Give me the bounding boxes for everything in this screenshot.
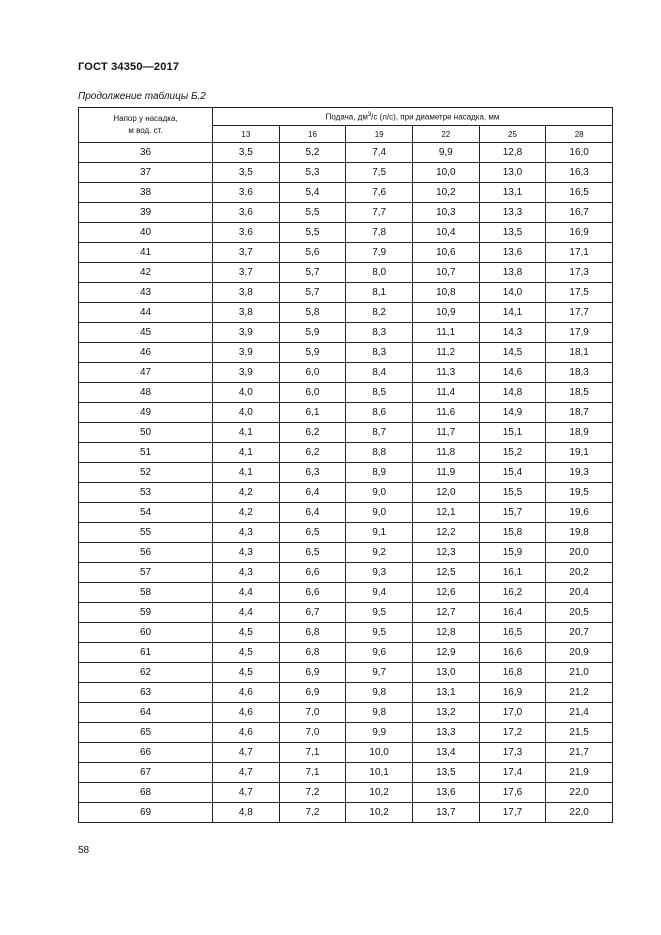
supply-cell: 20,7	[546, 623, 613, 643]
pressure-cell: 55	[79, 523, 213, 543]
supply-cell: 17,2	[479, 723, 546, 743]
supply-cell: 21,2	[546, 683, 613, 703]
table-row	[79, 603, 613, 623]
table-row	[79, 363, 613, 383]
supply-cell: 8,9	[346, 463, 413, 483]
supply-cell: 19,1	[546, 443, 613, 463]
pressure-cell: 58	[79, 583, 213, 603]
supply-cell: 16,5	[479, 623, 546, 643]
supply-cell: 7,8	[346, 223, 413, 243]
supply-cell: 13,0	[479, 163, 546, 183]
supply-cell: 11,3	[412, 363, 479, 383]
supply-cell: 12,5	[412, 563, 479, 583]
supply-cell: 4,3	[213, 523, 280, 543]
supply-cell: 4,7	[213, 763, 280, 783]
head-supply-cell	[213, 108, 613, 126]
table-row	[79, 743, 613, 763]
supply-cell: 3,7	[213, 263, 280, 283]
supply-cell: 4,6	[213, 683, 280, 703]
pressure-cell: 43	[79, 283, 213, 303]
supply-cell: 6,3	[279, 463, 346, 483]
supply-cell: 4,1	[213, 463, 280, 483]
pressure-cell: 52	[79, 463, 213, 483]
supply-cell: 19,8	[546, 523, 613, 543]
supply-cell: 9,3	[346, 563, 413, 583]
supply-cell: 21,0	[546, 663, 613, 683]
supply-cell: 4,3	[213, 543, 280, 563]
supply-cell: 5,4	[279, 183, 346, 203]
supply-cell: 12,8	[412, 623, 479, 643]
supply-cell: 16,8	[479, 663, 546, 683]
supply-cell: 8,4	[346, 363, 413, 383]
supply-cell: 10,3	[412, 203, 479, 223]
supply-cell: 12,1	[412, 503, 479, 523]
supply-cell: 17,0	[479, 703, 546, 723]
pressure-cell: 67	[79, 763, 213, 783]
supply-cell: 5,7	[279, 263, 346, 283]
supply-cell: 14,5	[479, 343, 546, 363]
supply-cell: 16,7	[546, 203, 613, 223]
pressure-cell: 39	[79, 203, 213, 223]
supply-cell: 14,1	[479, 303, 546, 323]
table-row	[79, 223, 613, 243]
pressure-cell: 42	[79, 263, 213, 283]
supply-cell: 6,4	[279, 503, 346, 523]
supply-cell: 3,6	[213, 223, 280, 243]
supply-cell: 4,4	[213, 583, 280, 603]
supply-cell: 6,4	[279, 483, 346, 503]
table-row	[79, 443, 613, 463]
supply-cell: 13,6	[412, 783, 479, 803]
supply-cell: 18,5	[546, 383, 613, 403]
head-supply-suffix: /с (л/с), при диаметре насадка, мм	[371, 112, 500, 122]
pressure-cell: 48	[79, 383, 213, 403]
supply-cell: 15,5	[479, 483, 546, 503]
supply-cell: 8,1	[346, 283, 413, 303]
supply-cell: 4,7	[213, 783, 280, 803]
supply-cell: 8,5	[346, 383, 413, 403]
supply-cell: 19,5	[546, 483, 613, 503]
supply-cell: 9,7	[346, 663, 413, 683]
supply-cell: 14,0	[479, 283, 546, 303]
supply-cell: 22,0	[546, 783, 613, 803]
table-row	[79, 803, 613, 823]
supply-cell: 4,2	[213, 503, 280, 523]
supply-cell: 20,4	[546, 583, 613, 603]
supply-cell: 10,2	[412, 183, 479, 203]
supply-cell: 6,6	[279, 563, 346, 583]
supply-cell: 9,4	[346, 583, 413, 603]
supply-cell: 4,1	[213, 423, 280, 443]
table-body	[79, 143, 613, 823]
supply-cell: 14,3	[479, 323, 546, 343]
diameter-header: 28	[546, 126, 613, 143]
supply-cell: 16,5	[546, 183, 613, 203]
supply-cell: 7,5	[346, 163, 413, 183]
supply-cell: 9,9	[346, 723, 413, 743]
supply-cell: 11,9	[412, 463, 479, 483]
pressure-cell: 59	[79, 603, 213, 623]
head-pressure-cell	[79, 108, 213, 143]
table-row	[79, 323, 613, 343]
table-row	[79, 683, 613, 703]
table-row	[79, 203, 613, 223]
supply-cell: 16,4	[479, 603, 546, 623]
table-row	[79, 623, 613, 643]
table-caption: Продолжение таблицы Б.2	[78, 91, 206, 102]
supply-cell: 10,9	[412, 303, 479, 323]
pressure-cell: 50	[79, 423, 213, 443]
supply-cell: 9,5	[346, 623, 413, 643]
table-row	[79, 783, 613, 803]
table-row	[79, 143, 613, 163]
supply-cell: 7,1	[279, 743, 346, 763]
supply-cell: 5,6	[279, 243, 346, 263]
pressure-cell: 69	[79, 803, 213, 823]
supply-cell: 15,1	[479, 423, 546, 443]
supply-cell: 14,9	[479, 403, 546, 423]
document-code: ГОСТ 34350—2017	[78, 61, 180, 73]
diameter-header: 19	[346, 126, 413, 143]
supply-cell: 4,3	[213, 563, 280, 583]
table-header	[79, 108, 613, 143]
supply-cell: 17,9	[546, 323, 613, 343]
supply-cell: 9,8	[346, 703, 413, 723]
supply-cell: 13,8	[479, 263, 546, 283]
table-row	[79, 343, 613, 363]
supply-cell: 10,0	[346, 743, 413, 763]
supply-cell: 16,1	[479, 563, 546, 583]
supply-cell: 6,5	[279, 523, 346, 543]
supply-cell: 5,9	[279, 343, 346, 363]
supply-cell: 7,7	[346, 203, 413, 223]
supply-cell: 12,6	[412, 583, 479, 603]
pressure-cell: 60	[79, 623, 213, 643]
supply-cell: 10,1	[346, 763, 413, 783]
supply-cell: 16,9	[479, 683, 546, 703]
supply-cell: 3,9	[213, 363, 280, 383]
table-row	[79, 403, 613, 423]
supply-cell: 9,1	[346, 523, 413, 543]
table-row	[79, 583, 613, 603]
supply-cell: 4,4	[213, 603, 280, 623]
supply-cell: 11,6	[412, 403, 479, 423]
supply-cell: 8,3	[346, 343, 413, 363]
supply-cell: 3,9	[213, 323, 280, 343]
supply-cell: 17,1	[546, 243, 613, 263]
supply-cell: 7,2	[279, 783, 346, 803]
pressure-cell: 44	[79, 303, 213, 323]
supply-cell: 8,6	[346, 403, 413, 423]
supply-cell: 7,0	[279, 723, 346, 743]
supply-cell: 15,9	[479, 543, 546, 563]
supply-cell: 15,7	[479, 503, 546, 523]
supply-cell: 10,8	[412, 283, 479, 303]
table-row	[79, 703, 613, 723]
table-row	[79, 523, 613, 543]
table-row	[79, 243, 613, 263]
supply-cell: 17,7	[546, 303, 613, 323]
pressure-cell: 37	[79, 163, 213, 183]
supply-cell: 5,3	[279, 163, 346, 183]
page-number: 58	[78, 845, 90, 856]
supply-cell: 19,3	[546, 463, 613, 483]
supply-cell: 19,6	[546, 503, 613, 523]
supply-cell: 11,1	[412, 323, 479, 343]
supply-cell: 5,5	[279, 223, 346, 243]
supply-cell: 12,7	[412, 603, 479, 623]
table-row	[79, 723, 613, 743]
supply-cell: 4,7	[213, 743, 280, 763]
head-pressure-line1: Напор у насадка,	[113, 114, 178, 123]
supply-cell: 13,4	[412, 743, 479, 763]
table-row	[79, 643, 613, 663]
supply-cell: 13,1	[479, 183, 546, 203]
diameter-header: 13	[213, 126, 280, 143]
supply-cell: 10,2	[346, 783, 413, 803]
supply-cell: 11,2	[412, 343, 479, 363]
supply-cell: 4,8	[213, 803, 280, 823]
pressure-cell: 47	[79, 363, 213, 383]
table-row	[79, 503, 613, 523]
supply-cell: 12,2	[412, 523, 479, 543]
supply-cell: 14,8	[479, 383, 546, 403]
supply-cell: 11,8	[412, 443, 479, 463]
table-row	[79, 183, 613, 203]
supply-cell: 9,9	[412, 143, 479, 163]
supply-cell: 3,8	[213, 303, 280, 323]
pressure-cell: 36	[79, 143, 213, 163]
table-row	[79, 263, 613, 283]
supply-cell: 3,6	[213, 203, 280, 223]
supply-cell: 15,8	[479, 523, 546, 543]
supply-cell: 13,2	[412, 703, 479, 723]
supply-cell: 17,6	[479, 783, 546, 803]
supply-cell: 6,2	[279, 443, 346, 463]
supply-cell: 10,6	[412, 243, 479, 263]
supply-cell: 15,4	[479, 463, 546, 483]
supply-cell: 6,9	[279, 683, 346, 703]
supply-cell: 8,8	[346, 443, 413, 463]
diameter-header: 22	[412, 126, 479, 143]
pressure-cell: 51	[79, 443, 213, 463]
supply-cell: 13,6	[479, 243, 546, 263]
data-table	[78, 107, 613, 823]
supply-cell: 20,9	[546, 643, 613, 663]
supply-cell: 4,6	[213, 703, 280, 723]
supply-cell: 12,8	[479, 143, 546, 163]
supply-cell: 8,3	[346, 323, 413, 343]
supply-cell: 6,6	[279, 583, 346, 603]
supply-cell: 10,4	[412, 223, 479, 243]
table-row	[79, 423, 613, 443]
table-row	[79, 303, 613, 323]
pressure-cell: 40	[79, 223, 213, 243]
supply-cell: 7,2	[279, 803, 346, 823]
supply-cell: 9,5	[346, 603, 413, 623]
supply-cell: 11,7	[412, 423, 479, 443]
supply-cell: 16,3	[546, 163, 613, 183]
supply-cell: 13,0	[412, 663, 479, 683]
supply-cell: 4,5	[213, 663, 280, 683]
pressure-cell: 45	[79, 323, 213, 343]
supply-cell: 8,7	[346, 423, 413, 443]
supply-cell: 22,0	[546, 803, 613, 823]
supply-cell: 13,5	[479, 223, 546, 243]
supply-cell: 21,7	[546, 743, 613, 763]
pressure-cell: 66	[79, 743, 213, 763]
supply-cell: 6,9	[279, 663, 346, 683]
supply-cell: 6,2	[279, 423, 346, 443]
supply-cell: 5,9	[279, 323, 346, 343]
supply-cell: 6,0	[279, 363, 346, 383]
supply-cell: 3,9	[213, 343, 280, 363]
table-row	[79, 543, 613, 563]
diameter-header: 16	[279, 126, 346, 143]
pressure-cell: 41	[79, 243, 213, 263]
supply-cell: 12,0	[412, 483, 479, 503]
supply-cell: 13,7	[412, 803, 479, 823]
table-row	[79, 283, 613, 303]
supply-cell: 7,1	[279, 763, 346, 783]
supply-cell: 9,0	[346, 483, 413, 503]
table-row	[79, 163, 613, 183]
supply-cell: 17,7	[479, 803, 546, 823]
supply-cell: 9,8	[346, 683, 413, 703]
pressure-cell: 65	[79, 723, 213, 743]
supply-cell: 8,0	[346, 263, 413, 283]
table-row	[79, 763, 613, 783]
supply-cell: 10,2	[346, 803, 413, 823]
pressure-cell: 56	[79, 543, 213, 563]
supply-cell: 18,7	[546, 403, 613, 423]
pressure-cell: 57	[79, 563, 213, 583]
supply-cell: 7,0	[279, 703, 346, 723]
supply-cell: 10,7	[412, 263, 479, 283]
supply-cell: 6,5	[279, 543, 346, 563]
supply-cell: 4,0	[213, 403, 280, 423]
supply-cell: 4,1	[213, 443, 280, 463]
supply-cell: 9,6	[346, 643, 413, 663]
supply-cell: 5,7	[279, 283, 346, 303]
supply-cell: 3,8	[213, 283, 280, 303]
supply-cell: 5,5	[279, 203, 346, 223]
supply-cell: 13,3	[412, 723, 479, 743]
supply-cell: 16,9	[546, 223, 613, 243]
pressure-cell: 46	[79, 343, 213, 363]
supply-cell: 13,5	[412, 763, 479, 783]
supply-cell: 8,2	[346, 303, 413, 323]
supply-cell: 4,0	[213, 383, 280, 403]
supply-cell: 9,2	[346, 543, 413, 563]
supply-cell: 21,4	[546, 703, 613, 723]
supply-cell: 16,2	[479, 583, 546, 603]
pressure-cell: 64	[79, 703, 213, 723]
supply-cell: 13,3	[479, 203, 546, 223]
supply-cell: 6,8	[279, 643, 346, 663]
head-supply-sup: 3	[367, 111, 372, 118]
supply-cell: 18,9	[546, 423, 613, 443]
supply-cell: 5,8	[279, 303, 346, 323]
supply-cell: 10,0	[412, 163, 479, 183]
supply-cell: 3,7	[213, 243, 280, 263]
supply-cell: 14,6	[479, 363, 546, 383]
supply-cell: 6,0	[279, 383, 346, 403]
supply-cell: 17,4	[479, 763, 546, 783]
pressure-cell: 54	[79, 503, 213, 523]
supply-cell: 20,0	[546, 543, 613, 563]
pressure-cell: 38	[79, 183, 213, 203]
supply-cell: 11,4	[412, 383, 479, 403]
supply-cell: 17,5	[546, 283, 613, 303]
supply-cell: 20,5	[546, 603, 613, 623]
table-row	[79, 383, 613, 403]
supply-cell: 3,6	[213, 183, 280, 203]
table-row	[79, 483, 613, 503]
pressure-cell: 53	[79, 483, 213, 503]
head-supply-prefix: Подача, дм	[325, 112, 368, 122]
diameter-header: 25	[479, 126, 546, 143]
pressure-cell: 61	[79, 643, 213, 663]
supply-cell: 21,9	[546, 763, 613, 783]
supply-cell: 16,6	[479, 643, 546, 663]
supply-cell: 3,5	[213, 163, 280, 183]
supply-cell: 7,4	[346, 143, 413, 163]
supply-cell: 17,3	[479, 743, 546, 763]
supply-cell: 4,2	[213, 483, 280, 503]
supply-cell: 6,7	[279, 603, 346, 623]
supply-cell: 12,3	[412, 543, 479, 563]
supply-cell: 16,0	[546, 143, 613, 163]
supply-cell: 15,2	[479, 443, 546, 463]
head-pressure-line2: м вод. ст.	[128, 126, 163, 135]
supply-cell: 17,3	[546, 263, 613, 283]
supply-cell: 6,1	[279, 403, 346, 423]
pressure-cell: 68	[79, 783, 213, 803]
supply-cell: 4,5	[213, 643, 280, 663]
supply-cell: 18,1	[546, 343, 613, 363]
supply-cell: 13,1	[412, 683, 479, 703]
supply-cell: 20,2	[546, 563, 613, 583]
table-row	[79, 463, 613, 483]
supply-cell: 18,3	[546, 363, 613, 383]
table-row	[79, 663, 613, 683]
supply-cell: 12,9	[412, 643, 479, 663]
pressure-cell: 49	[79, 403, 213, 423]
supply-cell: 3,5	[213, 143, 280, 163]
supply-cell: 9,0	[346, 503, 413, 523]
supply-cell: 6,8	[279, 623, 346, 643]
supply-cell: 7,9	[346, 243, 413, 263]
supply-cell: 5,2	[279, 143, 346, 163]
pressure-cell: 62	[79, 663, 213, 683]
supply-cell: 4,5	[213, 623, 280, 643]
supply-cell: 7,6	[346, 183, 413, 203]
supply-cell: 21,5	[546, 723, 613, 743]
supply-cell: 4,6	[213, 723, 280, 743]
pressure-cell: 63	[79, 683, 213, 703]
table-row	[79, 563, 613, 583]
